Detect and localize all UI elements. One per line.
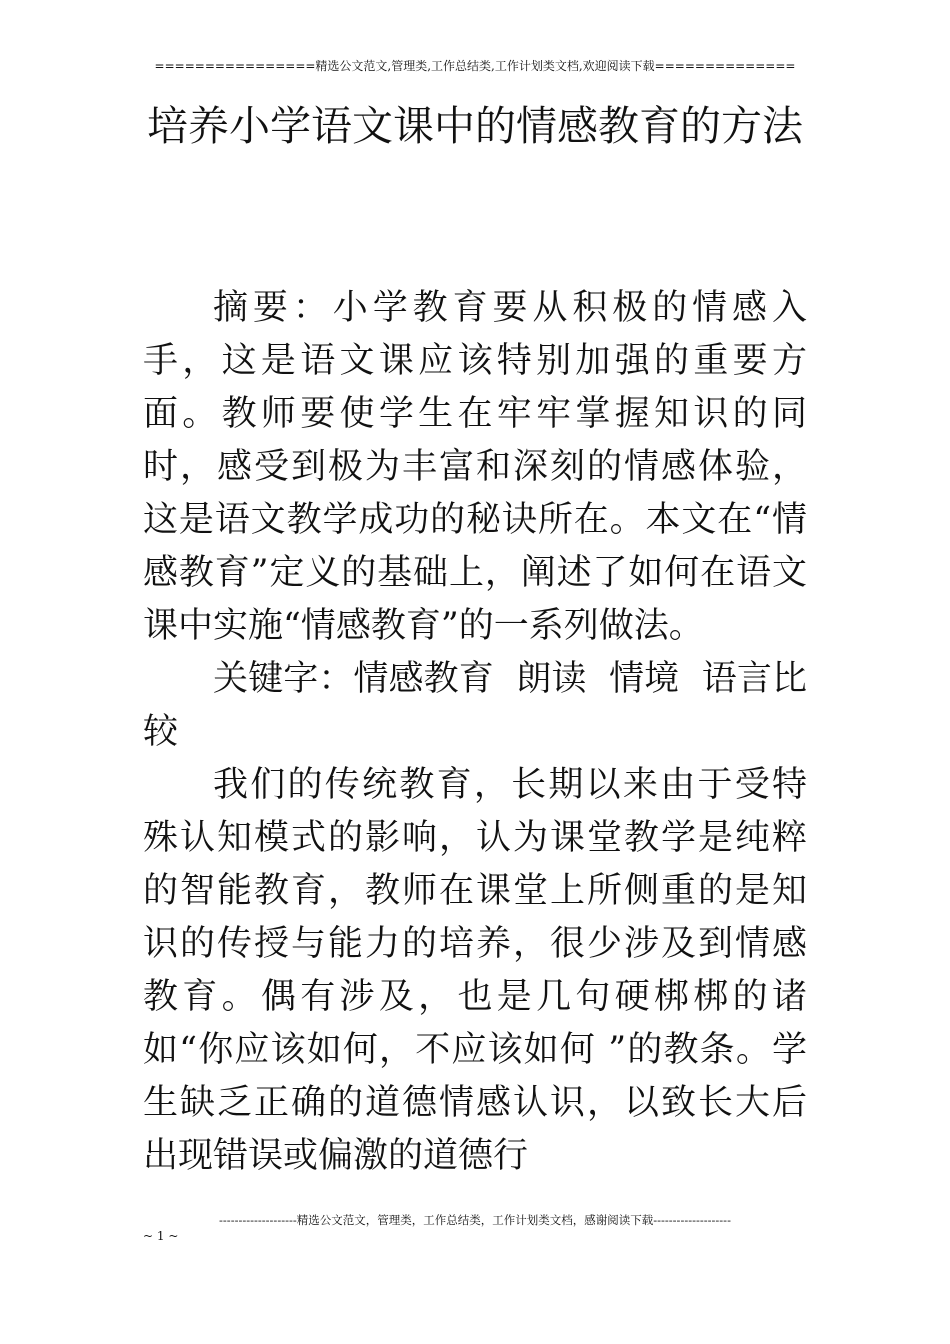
page-number: ~ 1 ~ [143,1229,179,1243]
document-title: 培养小学语文课中的情感教育的方法 [147,102,803,150]
header-banner: ================精选公文范文,管理类,工作总结类,工作计划类文档,欢迎阅读下载============== [154,59,796,73]
body-paragraph: 我们的传统教育，长期以来由于受特殊认知模式的影响，认为课堂教学是纯粹的智能教育，教师在课堂上所侧重的是知识的传授与能力的培养，很少涉及到情感教育。偶有涉及，也是几句硬梆梆的诸如“你应该如何，不应该如何 ”的教条。学生缺乏正确的道德情感认识，以致长大后出现错误或偏激的道德行 [143,765,807,1176]
abstract-paragraph: 摘要：小学教育要从积极的情感入手，这是语文课应该特别加强的重要方面。教师要使学生在牢牢掌握知识的同时，感受到极为丰富和深刻的情感体验，这是语文教学成功的秘诀所在。本文在“情感教育”定义的基础上，阐述了如何在语文课中实施“情感教育”的一系列做法。 [143,288,807,646]
document-body [143,282,807,1183]
keywords-paragraph: 关键字：情感教育 朗读 情境 语言比较 [143,659,807,752]
footer-banner: --------------------精选公文范文，管理类，工作总结类，工作计划类文档，感谢阅读下载-------------------- [219,1213,731,1227]
